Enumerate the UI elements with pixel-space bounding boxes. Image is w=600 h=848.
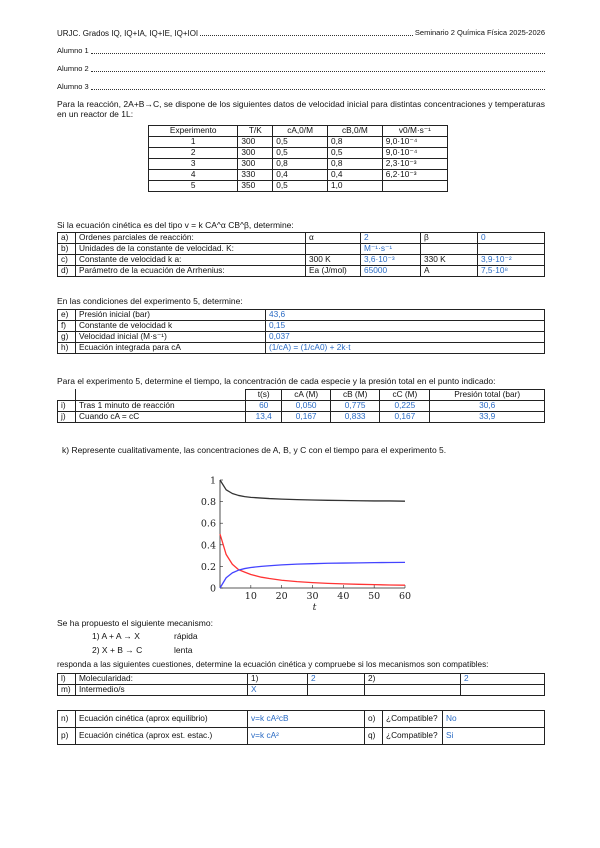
cell (421, 244, 478, 255)
ec-table (57, 710, 545, 745)
header-seminar: Seminario 2 Química Física 2025-2026 (414, 28, 545, 37)
x-axis-label: t (312, 602, 317, 613)
dots (91, 83, 545, 90)
answer-cell[interactable]: 13,4 (246, 412, 282, 423)
answer-cell[interactable]: 0,775 (330, 401, 379, 412)
answer-cell[interactable] (308, 685, 365, 696)
answer-cell[interactable]: 0,225 (380, 401, 430, 412)
cell: Ea (J/mol) (306, 266, 361, 277)
item-label: Molecularidad: (76, 674, 248, 685)
answer-cell[interactable]: 0,833 (330, 412, 379, 423)
item-key: n) (58, 711, 76, 728)
mech-speed: lenta (174, 645, 193, 655)
table-row (58, 321, 545, 332)
header (57, 29, 545, 38)
cell: 0,5 (273, 181, 328, 192)
cell: α (306, 233, 361, 244)
mech-step-1 (92, 632, 292, 642)
col-header: t(s) (246, 390, 282, 401)
item-label: Tras 1 minuto de reacción (76, 401, 246, 412)
item-key: m) (58, 685, 76, 696)
table-row (58, 728, 545, 745)
alumno-3-line (57, 83, 545, 92)
cell: 2 (149, 148, 238, 159)
cell: 2,3·10⁻³ (382, 159, 447, 170)
cell (365, 685, 461, 696)
answer-cell[interactable]: 30,6 (430, 401, 545, 412)
alumno-1-line (57, 47, 545, 56)
cell: 300 K (306, 255, 361, 266)
item-label: Cuando cA = cC (76, 412, 246, 423)
x-tick-label: 10 (244, 591, 257, 602)
y-tick-label: 0 (209, 583, 216, 595)
cell: 330 K (421, 255, 478, 266)
intro-text: Para la reacción, 2A+B→C, se dispone de los siguientes datos de velocidad inicial para distintas concentraciones y temperaturas en un reactor de 1L: (57, 99, 545, 119)
col-header: cC (M) (380, 390, 430, 401)
item-key: i) (58, 401, 76, 412)
table-row (58, 412, 545, 423)
cell: 9,0·10⁻⁴ (382, 137, 447, 148)
table-row (58, 685, 545, 696)
mech-speed: rápida (174, 631, 198, 641)
mech-eq: 2) X + B → C (92, 645, 143, 655)
item-label: Parámetro de la ecuación de Arrhenius: (76, 266, 306, 277)
cell: 0,5 (328, 148, 383, 159)
answer-cell[interactable]: v=k cA²cB (248, 711, 365, 728)
item-label: Ordenes parciales de reacción: (76, 233, 306, 244)
mech-table (57, 673, 545, 696)
x-tick-label: 60 (398, 591, 412, 602)
k-question: k) Represente cualitativamente, las concentraciones de A, B, y C con el tiempo para el experimento 5. (62, 445, 447, 455)
answer-cell[interactable]: 60 (246, 401, 282, 412)
cell: 0,4 (273, 170, 328, 181)
cell: 0,8 (328, 137, 383, 148)
mech-question: responda a las siguientes cuestiones, determine la ecuación cinética y compruebe si los mecanismos son compatibles: (57, 660, 489, 669)
item-key: p) (58, 728, 76, 745)
item-label: ¿Compatible? (383, 728, 443, 745)
answer-cell[interactable] (478, 244, 545, 255)
y-tick-label: 1 (209, 475, 216, 487)
dots (91, 65, 545, 72)
cell: 0,8 (273, 159, 328, 170)
table-row (58, 266, 545, 277)
item-key: a) (58, 233, 76, 244)
data-table (148, 125, 448, 192)
item-key: l) (58, 674, 76, 685)
answer-cell[interactable]: Si (443, 728, 545, 745)
answer-cell[interactable]: (1/cA) = (1/cA0) + 2k·t (266, 343, 545, 354)
cell: 350 (238, 181, 273, 192)
item-label: Presión inicial (bar) (76, 310, 266, 321)
col-header: Experimento (149, 126, 238, 137)
dots (91, 47, 545, 54)
y-tick-label: 0.6 (200, 518, 216, 530)
answer-cell[interactable]: 0,167 (282, 412, 331, 423)
header-course: URJC. Grados IQ, IQ+IA, IQ+IE, IQ+IOI (57, 29, 199, 38)
answer-cell[interactable]: 0 (478, 233, 545, 244)
answer-cell[interactable]: 33,9 (430, 412, 545, 423)
cell: 300 (238, 148, 273, 159)
table-row (149, 137, 448, 148)
item-label: Constante de velocidad k a: (76, 255, 306, 266)
table-row (58, 233, 545, 244)
series-line-1 (220, 480, 405, 501)
item-key: c) (58, 255, 76, 266)
answer-cell[interactable]: 0,050 (282, 401, 331, 412)
answer-cell[interactable]: X (248, 685, 308, 696)
cell: 0,8 (328, 159, 383, 170)
item-key: f) (58, 321, 76, 332)
col-header: cB (M) (330, 390, 379, 401)
y-tick-label: 0.2 (200, 561, 216, 573)
cell: 6,2·10⁻³ (382, 170, 447, 181)
item-key: o) (365, 711, 383, 728)
col-header: cB,0/M (328, 126, 383, 137)
cinetica-table (57, 232, 545, 277)
table-row (58, 401, 545, 412)
alumno-1-label: Alumno 1 (57, 46, 89, 55)
alumno-2-label: Alumno 2 (57, 64, 89, 73)
answer-cell[interactable]: 65000 (361, 266, 421, 277)
cell: 0,5 (273, 148, 328, 159)
item-label: Ecuación cinética (aprox equilibrio) (76, 711, 248, 728)
cell (306, 244, 361, 255)
exp5-table (57, 309, 545, 354)
tiempo-intro: Para el experimento 5, determine el tiempo, la concentración de cada especie y la presión total en el punto indicado: (57, 376, 496, 386)
table-row (58, 711, 545, 728)
exp5-intro: En las condiciones del experimento 5, determine: (57, 296, 243, 306)
cell: 4 (149, 170, 238, 181)
tiempo-table (57, 389, 545, 423)
col-header: T/K (238, 126, 273, 137)
mech-step-2 (92, 646, 292, 656)
x-tick-label: 40 (337, 591, 350, 602)
cell: 1) (248, 674, 308, 685)
answer-cell[interactable]: 0,15 (266, 321, 545, 332)
header-dots (200, 29, 413, 36)
mech-eq: 1) A + A → X (92, 631, 140, 641)
series-line-2 (220, 534, 405, 585)
cell: 1 (149, 137, 238, 148)
cell: 9,0·10⁻⁴ (382, 148, 447, 159)
table-row (58, 343, 545, 354)
answer-cell[interactable] (461, 685, 545, 696)
cell (382, 181, 447, 192)
item-label: Velocidad inicial (M·s⁻¹) (76, 332, 266, 343)
answer-cell[interactable]: No (443, 711, 545, 728)
cell: 300 (238, 159, 273, 170)
cell: 330 (238, 170, 273, 181)
answer-cell[interactable]: 3,9·10⁻² (478, 255, 545, 266)
table-row (58, 310, 545, 321)
table-row (58, 674, 545, 685)
table-row (149, 159, 448, 170)
table-header-row (58, 390, 545, 401)
item-key: b) (58, 244, 76, 255)
item-label: Constante de velocidad k (76, 321, 266, 332)
y-tick-label: 0.4 (200, 540, 216, 552)
answer-cell[interactable]: 43,6 (266, 310, 545, 321)
table-row (149, 148, 448, 159)
item-label: Intermedio/s (76, 685, 248, 696)
item-key: g) (58, 332, 76, 343)
cell: 3 (149, 159, 238, 170)
alumno-3-label: Alumno 3 (57, 82, 89, 91)
table-row (149, 181, 448, 192)
answer-cell[interactable]: 2 (308, 674, 365, 685)
col-header: cA (M) (282, 390, 331, 401)
alumno-2-line (57, 65, 545, 74)
item-key: j) (58, 412, 76, 423)
col-header: Presión total (bar) (430, 390, 545, 401)
answer-cell[interactable]: 7,5·10⁸ (478, 266, 545, 277)
answer-cell[interactable]: v=k cA² (248, 728, 365, 745)
answer-cell[interactable]: 3,6·10⁻³ (361, 255, 421, 266)
x-tick-label: 20 (275, 591, 288, 602)
cell: 300 (238, 137, 273, 148)
col-header: cA,0/M (273, 126, 328, 137)
table-row (149, 170, 448, 181)
cinetica-intro: Si la ecuación cinética es del tipo v = k CA^α CB^β, determine: (57, 220, 294, 230)
answer-cell[interactable]: 2 (361, 233, 421, 244)
answer-cell[interactable]: 0,167 (380, 412, 430, 423)
item-label: Unidades de la constante de velocidad. K: (76, 244, 306, 255)
cell: 0,5 (273, 137, 328, 148)
item-label: Ecuación integrada para cA (76, 343, 266, 354)
col-header: v0/M·s⁻¹ (382, 126, 447, 137)
empty-cell (76, 390, 246, 401)
cell: 2) (365, 674, 461, 685)
item-key: d) (58, 266, 76, 277)
item-key: e) (58, 310, 76, 321)
answer-cell[interactable]: 0,037 (266, 332, 545, 343)
chart-svg (190, 470, 420, 618)
mech-intro: Se ha propuesto el siguiente mecanismo: (57, 618, 213, 628)
x-tick-label: 50 (368, 591, 381, 602)
cell: 0,4 (328, 170, 383, 181)
item-label: ¿Compatible? (383, 711, 443, 728)
answer-cell[interactable]: 2 (461, 674, 545, 685)
y-tick-label: 0.8 (200, 497, 216, 509)
empty-cell (58, 390, 76, 401)
table-row (58, 332, 545, 343)
concentration-chart (190, 470, 420, 618)
item-key: h) (58, 343, 76, 354)
x-tick-label: 30 (306, 591, 319, 602)
item-label: Ecuación cinética (aprox est. estac.) (76, 728, 248, 745)
table-row (58, 255, 545, 266)
cell: A (421, 266, 478, 277)
cell: 1,0 (328, 181, 383, 192)
answer-cell[interactable]: M⁻¹·s⁻¹ (361, 244, 421, 255)
item-key: q) (365, 728, 383, 745)
cell: β (421, 233, 478, 244)
table-row (58, 244, 545, 255)
cell: 5 (149, 181, 238, 192)
